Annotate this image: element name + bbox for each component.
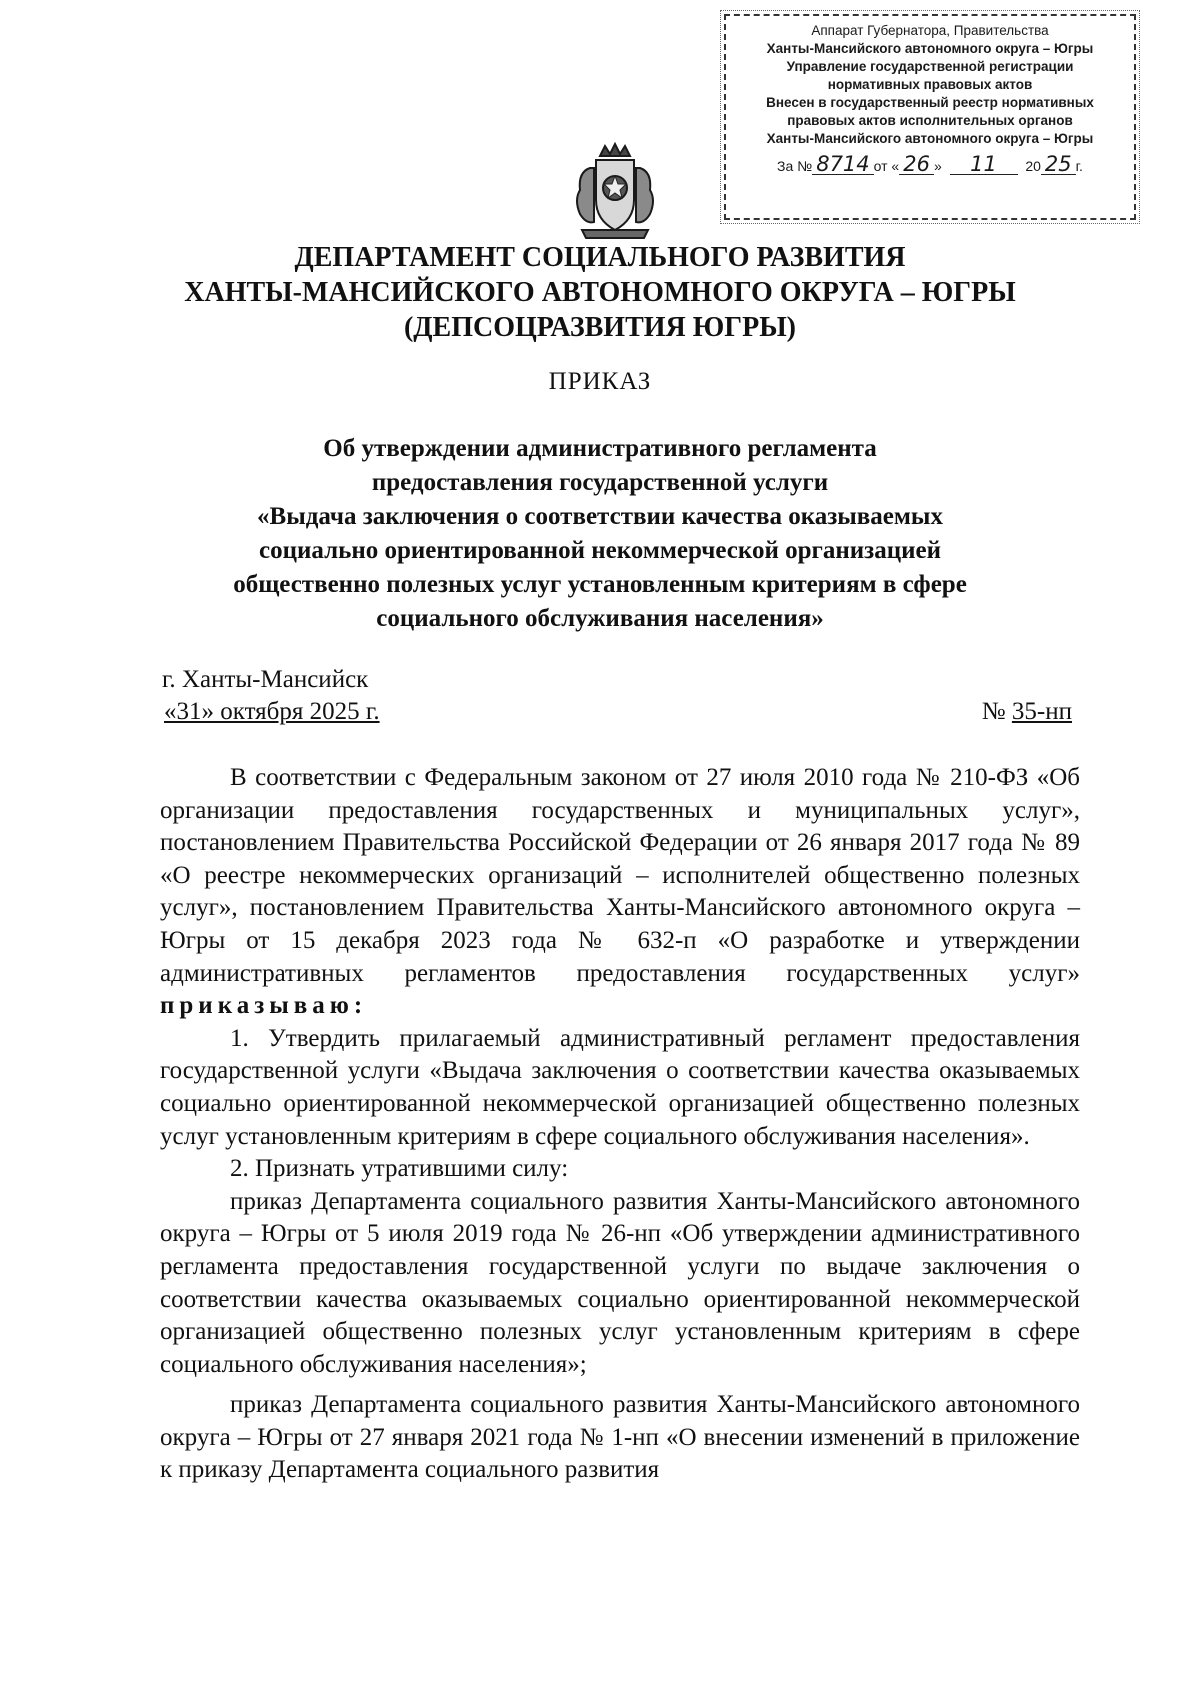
- subject-line-3: «Выдача заключения о соответствии качества оказываемых: [257, 503, 943, 530]
- dept-line-1: ДЕПАРТАМЕНТ СОЦИАЛЬНОГО РАЗВИТИЯ: [294, 242, 906, 273]
- stamp-reg-day: 26: [899, 154, 934, 175]
- stamp-reg-month: 11: [950, 154, 1018, 175]
- paragraph-item-2: 2. Признать утратившими силу:: [230, 1155, 569, 1183]
- stamp-line-3: Управление государственной регистрации: [786, 59, 1074, 74]
- paragraph-item-1: 1. Утвердить прилагаемый административный регламент предоставления государственной услуги «Выдача заключения о соответствии качества оказываемых социально ориентированной некоммерческой организацией общественно полезных услуг установленным критериям в сфере социального обслуживания населения».: [160, 1024, 1080, 1150]
- stamp-reg-prefix: За №: [777, 158, 813, 174]
- stamp-reg-year-prefix: 20: [1025, 158, 1041, 174]
- order-number: [982, 698, 1072, 726]
- city: г. Ханты-Мансийск: [162, 666, 369, 693]
- document-type: ПРИКАЗ: [548, 368, 652, 395]
- stamp-reg-mid: »: [933, 158, 942, 174]
- stamp-line-6: правовых актов исполнительных органов: [787, 113, 1073, 128]
- stamp-line-7: Ханты-Мансийского автономного округа – Югры: [766, 131, 1094, 146]
- coat-of-arms-icon: [560, 138, 670, 248]
- subject-line-4: социально ориентированной некоммерческой организацией: [258, 537, 942, 564]
- order-date: «31» октября 2025 г.: [164, 698, 380, 725]
- order-number-prefix: №: [981, 698, 1012, 725]
- stamp-line-2: Ханты-Мансийского автономного округа – Югры: [766, 41, 1094, 56]
- paragraph-repealed-1: приказ Департамента социального развития Ханты-Мансийского автономного округа – Югры от 5 июля 2019 года № 26-нп «Об утверждении административного регламента предоставления государственной услуги по выдаче заключения о соответствии качества оказываемых социально ориентированной некоммерческой организацией общественно полезных услуг установленным критериям в сфере социального обслуживания населения»;: [160, 1187, 1080, 1378]
- stamp-reg-number: 8714: [812, 154, 873, 175]
- department-heading: [0, 240, 1200, 345]
- stamp-registration-row: [726, 154, 1134, 175]
- subject-line-6: социального обслуживания населения»: [376, 605, 824, 632]
- order-body: [160, 762, 1080, 1487]
- stamp-line-5: Внесен в государственный реестр нормативных: [766, 95, 1094, 110]
- stamp-line-1: Аппарат Губернатора, Правительства: [811, 23, 1049, 38]
- dept-line-3: (ДЕПСОЦРАЗВИТИЯ ЮГРЫ): [403, 312, 797, 343]
- subject-line-5: общественно полезных услуг установленным критериям в сфере: [233, 571, 967, 598]
- subject-line-1: Об утверждении административного регламента: [323, 435, 877, 462]
- command-word: приказываю:: [160, 992, 368, 1020]
- stamp-reg-year-suffix: 25: [1041, 154, 1076, 175]
- order-subject: [140, 432, 1060, 636]
- dept-line-2: ХАНТЫ-МАНСИЙСКОГО АВТОНОМНОГО ОКРУГА – ЮГРЫ: [184, 277, 1016, 308]
- stamp-line-4: нормативных правовых актов: [827, 77, 1033, 92]
- stamp-reg-end: г.: [1075, 158, 1083, 174]
- preamble-text: В соответствии с Федеральным законом от 27 июля 2010 года № 210-ФЗ «Об организации предоставления государственных и муниципальных услуг», постановлением Правительства Российской Федерации от 26 января 2017 года № 89 «О реестре некоммерческих организаций – исполнителей общественно полезных услуг», постановлением Правительства Ханты-Мансийского автономного округа – Югры от 15 декабря 2023 года № 632-п «О разработке и утверждении административных регламентов предоставления государственных услуг»: [160, 764, 1080, 987]
- paragraph-preamble: [160, 762, 1080, 1023]
- paragraph-repealed-2: приказ Департамента социального развития Ханты-Мансийского автономного округа – Югры от 27 января 2021 года № 1-нп «О внесении изменений в приложение к приказу Департамента социального развития: [160, 1391, 1080, 1484]
- registration-stamp: [724, 14, 1136, 220]
- order-number-value: 35-нп: [1011, 698, 1072, 725]
- subject-line-2: предоставления государственной услуги: [371, 469, 829, 496]
- stamp-reg-from: от «: [873, 158, 900, 174]
